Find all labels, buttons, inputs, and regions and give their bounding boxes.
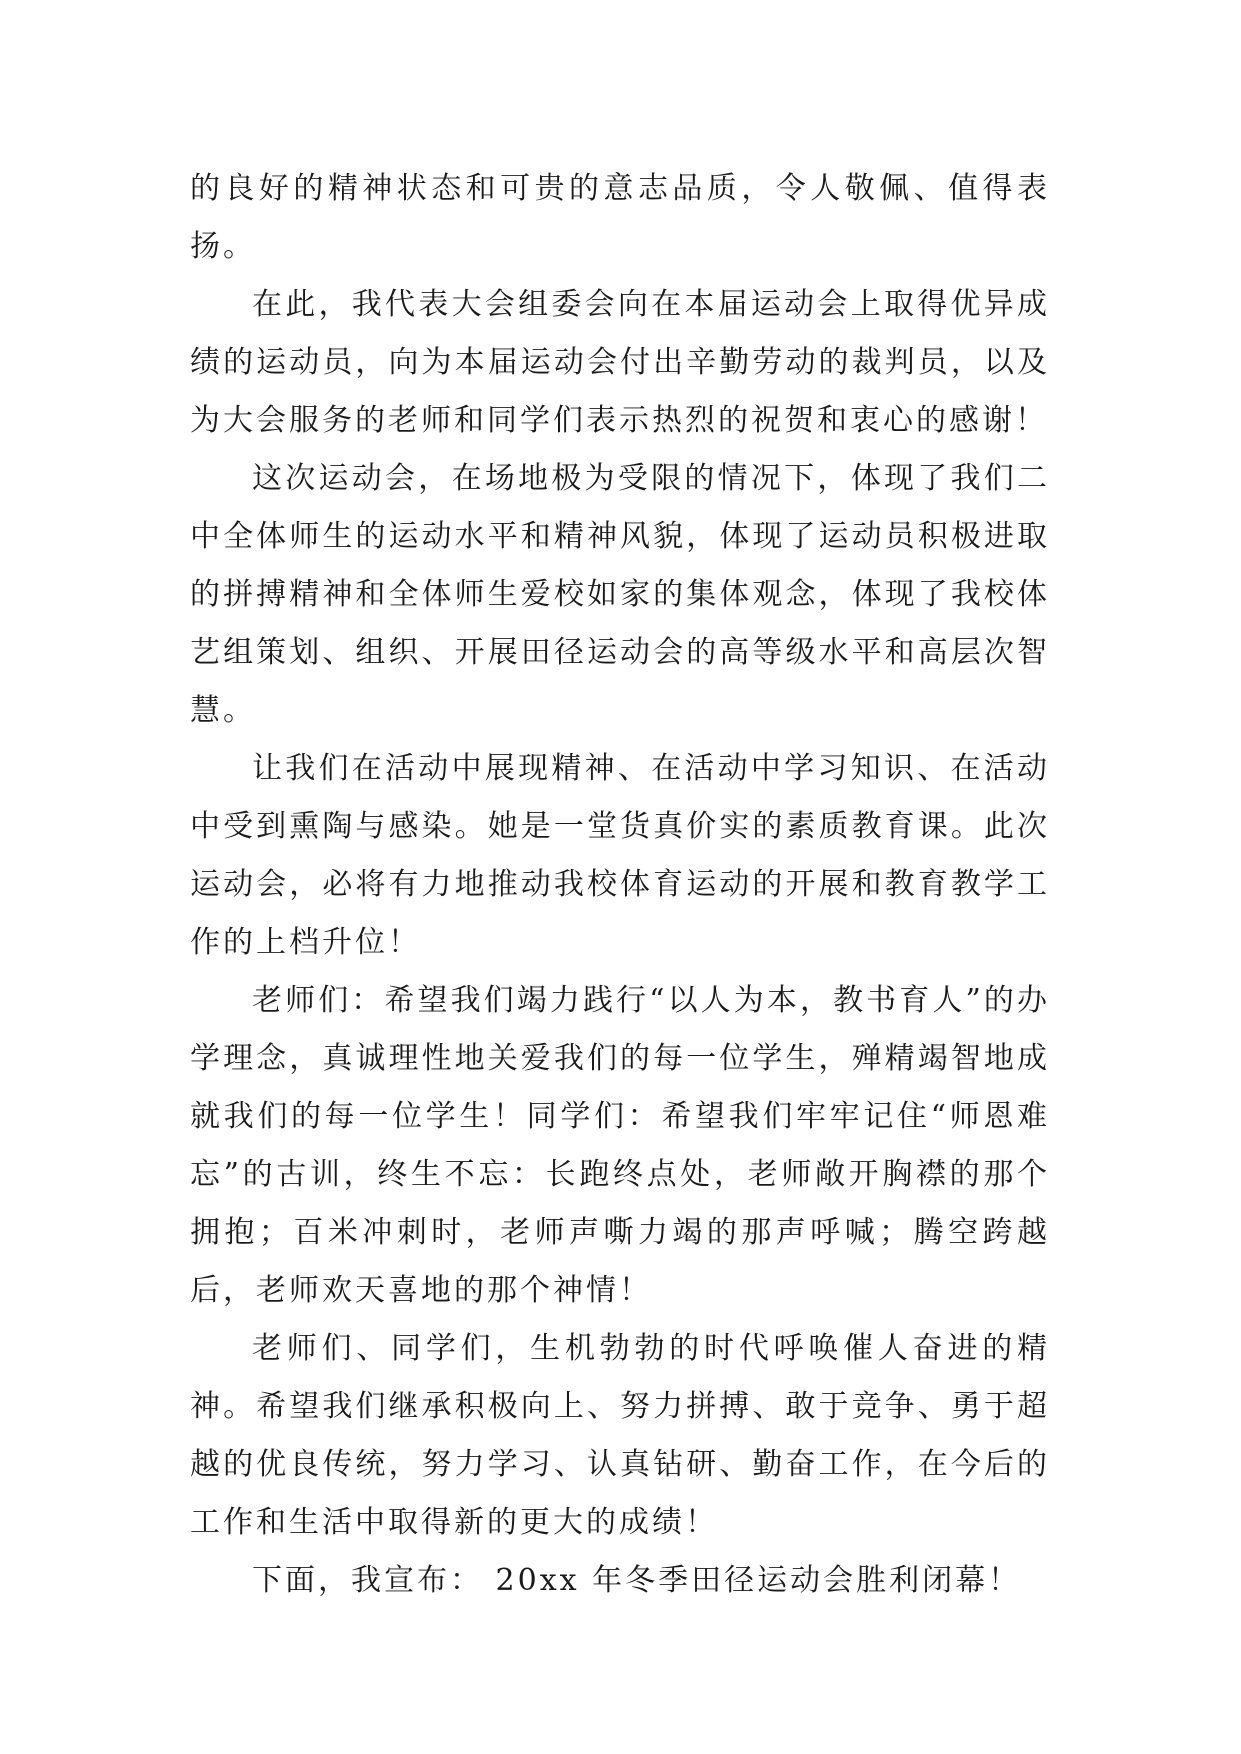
paragraph-encouragement: 老师们、同学们，生机勃勃的时代呼唤催人奋进的精神。希望我们继承积极向上、努力拼搏、敢于竞争、勇于超越的优良传统，努力学习、认真钻研、勤奋工作，在今后的工作和生活中取得新的更大的成绩！ bbox=[190, 1331, 1050, 1540]
paragraph-continuation: 的良好的精神状态和可贵的意志品质，令人敬佩、值得表扬。 bbox=[190, 171, 1050, 264]
paragraph-thanks: 在此，我代表大会组委会向在本届运动会上取得优异成绩的运动员，向为本届运动会付出辛勤劳动的裁判员，以及为大会服务的老师和同学们表示热烈的祝贺和衷心的感谢！ bbox=[190, 287, 1050, 438]
paragraph-closing-announcement: 下面，我宣布： 20xx 年冬季田径运动会胜利闭幕！ bbox=[252, 1563, 1022, 1598]
paragraph-teachers-students: 老师们：希望我们竭力践行“以人为本，教书育人”的办学理念，真诚理性地关爱我们的每一位学生，殚精竭智地成就我们的每一位学生！同学们：希望我们牢牢记住“师恩难忘”的古训，终生不忘：长跑终点处，老师敞开胸襟的那个拥抱；百米冲刺时，老师声嘶力竭的那声呼喊；腾空跨越后，老师欢天喜地的那个神情！ bbox=[190, 983, 1050, 1308]
paragraph-summary: 这次运动会，在场地极为受限的情况下，体现了我们二中全体师生的运动水平和精神风貌，体现了运动员积极进取的拼搏精神和全体师生爱校如家的集体观念，体现了我校体艺组策划、组织、开展田径运动会的高等级水平和高层次智慧。 bbox=[190, 461, 1050, 728]
document-body bbox=[190, 160, 1050, 1610]
paragraph-education: 让我们在活动中展现精神、在活动中学习知识、在活动中受到熏陶与感染。她是一堂货真价实的素质教育课。此次运动会，必将有力地推动我校体育运动的开展和教育教学工作的上档升位！ bbox=[190, 751, 1050, 960]
